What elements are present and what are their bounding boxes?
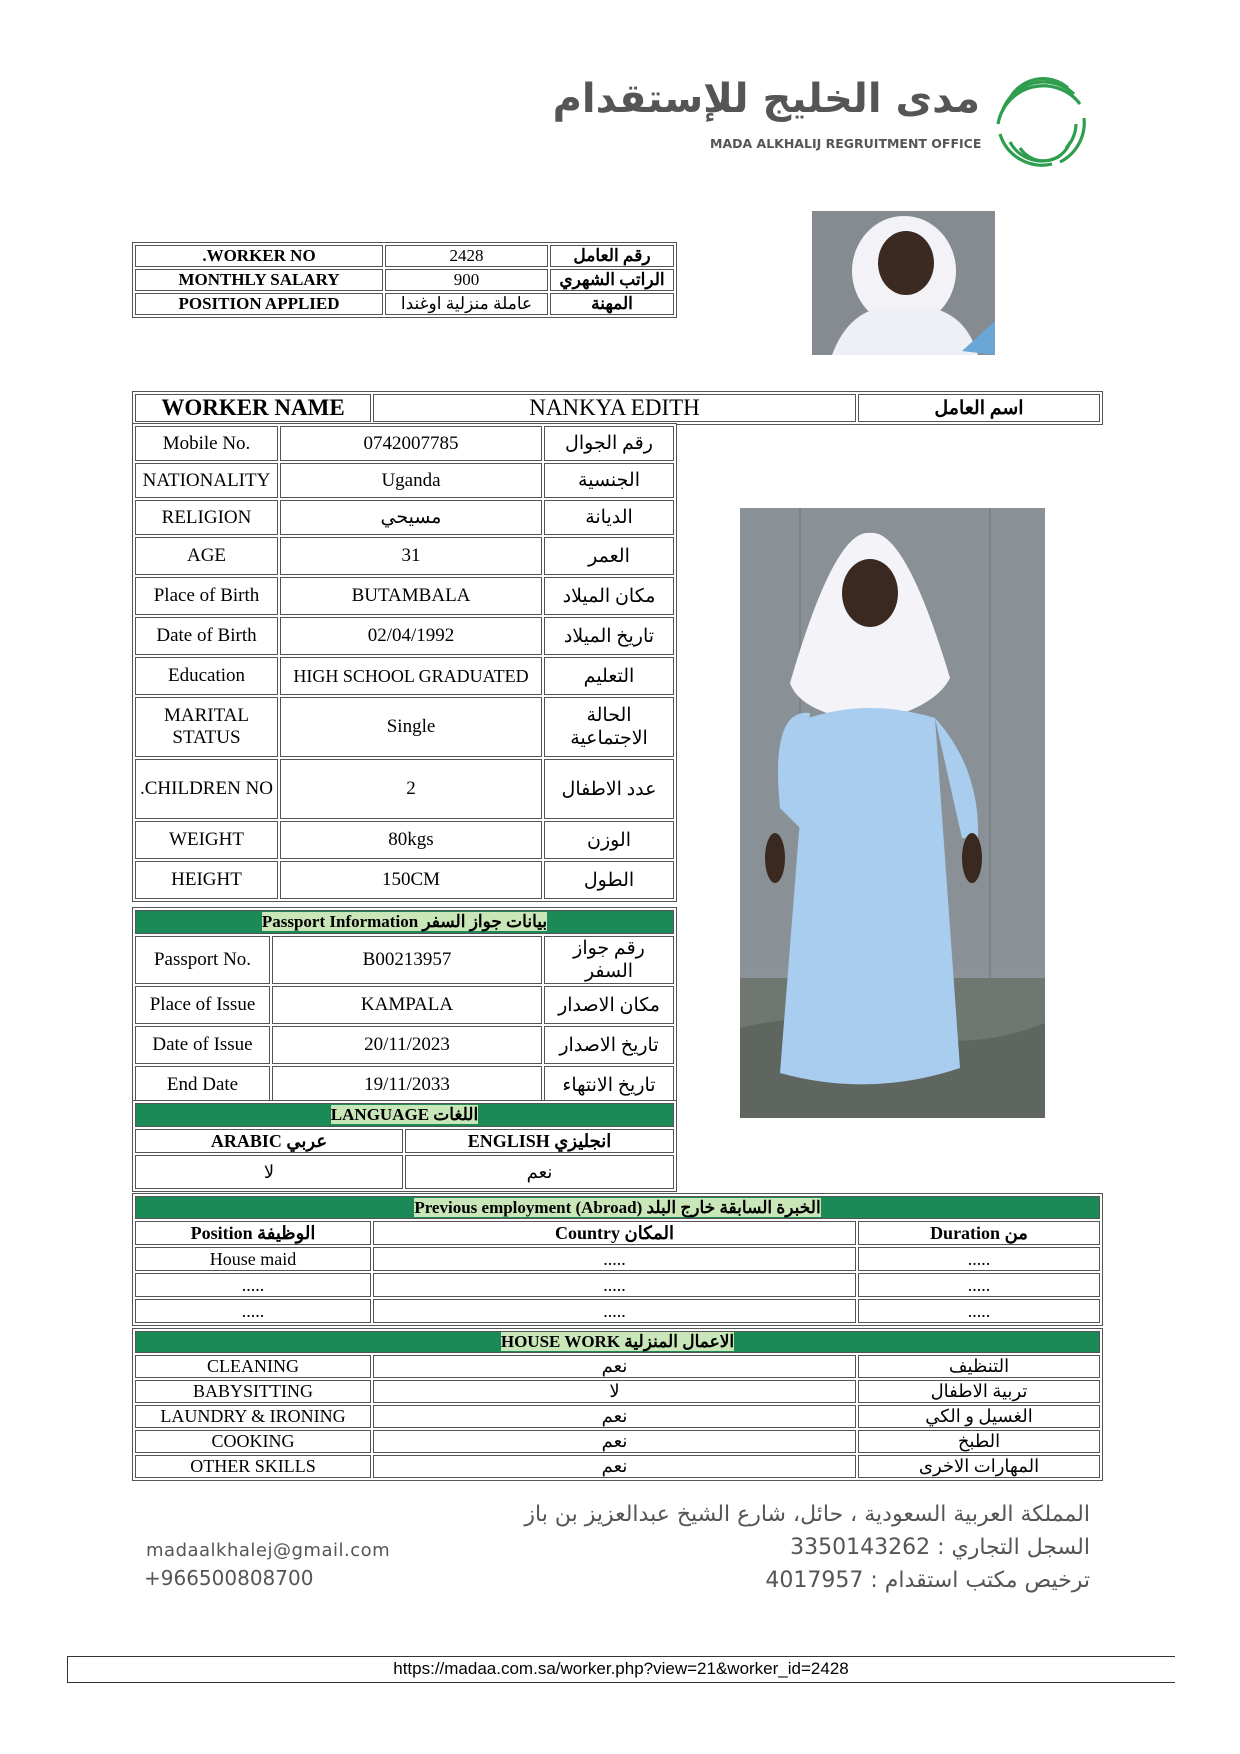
detail-label-ar: الحالة الاجتماعية xyxy=(544,697,674,757)
table-row xyxy=(135,759,674,819)
table-row xyxy=(135,1247,1100,1271)
table-row xyxy=(135,1066,674,1104)
employment-table xyxy=(132,1193,1103,1326)
table-row xyxy=(135,463,674,498)
detail-label: RELIGION xyxy=(135,500,278,535)
housework-label-ar: الغسيل و الكي xyxy=(858,1405,1100,1428)
footer-address: المملكة العربية السعودية ، حائل، شارع الشيخ عبدالعزيز بن باز xyxy=(524,1502,1090,1527)
housework-label: BABYSITTING xyxy=(135,1380,371,1403)
detail-label: AGE xyxy=(135,537,278,575)
table-row xyxy=(135,936,674,984)
table-row xyxy=(135,537,674,575)
passport-label: End Date xyxy=(135,1066,270,1104)
table-row xyxy=(135,1355,1100,1378)
detail-label: HEIGHT xyxy=(135,861,278,899)
footer-phone: +966500808700 xyxy=(144,1566,314,1590)
housework-value: نعم xyxy=(373,1355,856,1378)
housework-label-ar: الطبخ xyxy=(858,1430,1100,1453)
employment-cell: ..... xyxy=(858,1247,1100,1271)
table-row xyxy=(135,1430,1100,1453)
table-row xyxy=(135,1273,1100,1297)
passport-label: Passport No. xyxy=(135,936,270,984)
housework-label-ar: المهارات الاخرى xyxy=(858,1455,1100,1478)
detail-value: Uganda xyxy=(280,463,542,498)
summary-label: MONTHLY SALARY xyxy=(135,269,383,291)
detail-label: Date of Birth xyxy=(135,617,278,655)
detail-value: HIGH SCHOOL GRADUATED xyxy=(280,657,542,695)
language-heading: LANGUAGE اللغات xyxy=(330,1105,479,1124)
worker-headshot-photo xyxy=(812,211,995,355)
employment-cell: ..... xyxy=(373,1247,856,1271)
worker-name-value: NANKYA EDITH xyxy=(373,394,856,422)
housework-value: نعم xyxy=(373,1405,856,1428)
table-row xyxy=(135,500,674,535)
table-row xyxy=(135,821,674,859)
table-row xyxy=(135,1299,1100,1323)
detail-label-ar: الوزن xyxy=(544,821,674,859)
housework-label: LAUNDRY & IRONING xyxy=(135,1405,371,1428)
detail-label-ar: مكان الميلاد xyxy=(544,577,674,615)
passport-label-ar: مكان الاصدار xyxy=(544,986,674,1024)
employment-cell: ..... xyxy=(135,1299,371,1323)
worker-name-label: WORKER NAME xyxy=(135,394,371,422)
summary-label-ar: رقم العامل xyxy=(550,245,674,267)
housework-value: نعم xyxy=(373,1430,856,1453)
employment-cell: ..... xyxy=(858,1299,1100,1323)
detail-value: مسيحي xyxy=(280,500,542,535)
detail-value: Single xyxy=(280,697,542,757)
employment-cell: ..... xyxy=(858,1273,1100,1297)
language-table xyxy=(132,1100,677,1192)
housework-label: CLEANING xyxy=(135,1355,371,1378)
summary-value: 2428 xyxy=(385,245,548,267)
passport-label-ar: تاريخ الاصدار xyxy=(544,1026,674,1064)
housework-value: نعم xyxy=(373,1455,856,1478)
detail-label: Education xyxy=(135,657,278,695)
worker-name-label-ar: اسم العامل xyxy=(858,394,1100,422)
summary-row xyxy=(135,269,674,291)
table-row xyxy=(135,986,674,1024)
passport-table xyxy=(132,907,677,1107)
company-logo xyxy=(552,68,1100,178)
detail-label-ar: الديانة xyxy=(544,500,674,535)
summary-table xyxy=(132,242,677,318)
housework-label: COOKING xyxy=(135,1430,371,1453)
passport-heading: Passport Information بيانات جواز السفر xyxy=(261,912,548,931)
passport-value: B00213957 xyxy=(272,936,542,984)
detail-value: 2 xyxy=(280,759,542,819)
language-value-english: نعم xyxy=(405,1155,674,1189)
table-row xyxy=(135,657,674,695)
logo-english-text: MADA ALKHALIJ REGRUITMENT OFFICE xyxy=(710,136,982,151)
summary-label-ar: الراتب الشهري xyxy=(550,269,674,291)
passport-value: 20/11/2023 xyxy=(272,1026,542,1064)
summary-label: .WORKER NO xyxy=(135,245,383,267)
detail-label: MARITAL STATUS xyxy=(135,697,278,757)
detail-label-ar: الطول xyxy=(544,861,674,899)
housework-label: OTHER SKILLS xyxy=(135,1455,371,1478)
employment-cell: ..... xyxy=(373,1299,856,1323)
passport-label: Date of Issue xyxy=(135,1026,270,1064)
detail-label-ar: تاريخ الميلاد xyxy=(544,617,674,655)
table-row xyxy=(135,861,674,899)
detail-label: WEIGHT xyxy=(135,821,278,859)
logo-arabic-text: مدى الخليج للإستقدام xyxy=(552,76,980,122)
detail-value: 150CM xyxy=(280,861,542,899)
housework-label-ar: تربية الاطفال xyxy=(858,1380,1100,1403)
detail-label-ar: العمر xyxy=(544,537,674,575)
detail-value: 31 xyxy=(280,537,542,575)
table-row xyxy=(135,1405,1100,1428)
employment-col-position: Position الوظيفة xyxy=(135,1221,371,1245)
detail-label: .CHILDREN NO xyxy=(135,759,278,819)
detail-label-ar: الجنسية xyxy=(544,463,674,498)
table-row xyxy=(135,1455,1100,1478)
detail-label-ar: رقم الجوال xyxy=(544,426,674,461)
employment-heading: Previous employment (Abroad) الخبرة السابقة خارج البلد xyxy=(414,1197,821,1217)
detail-value: 0742007785 xyxy=(280,426,542,461)
housework-heading: HOUSE WORK الاعمال المنزلية xyxy=(500,1332,735,1351)
footer-commercial-register: السجل التجاري : 3350143262 xyxy=(790,1535,1090,1560)
employment-col-country: Country المكان xyxy=(373,1221,856,1245)
passport-label-ar: تاريخ الانتهاء xyxy=(544,1066,674,1104)
detail-label: Mobile No. xyxy=(135,426,278,461)
detail-value: 02/04/1992 xyxy=(280,617,542,655)
footer-email[interactable]: madaalkhalej@gmail.com xyxy=(146,1540,391,1561)
detail-value: BUTAMBALA xyxy=(280,577,542,615)
passport-value: KAMPALA xyxy=(272,986,542,1024)
worker-full-photo xyxy=(740,508,1045,1118)
footer-recruitment-license: ترخيص مكتب استقدام : 4017957 xyxy=(765,1568,1090,1593)
details-table xyxy=(132,423,677,902)
employment-col-duration: Duration من xyxy=(858,1221,1100,1245)
table-row xyxy=(135,617,674,655)
employment-cell: ..... xyxy=(373,1273,856,1297)
table-row xyxy=(135,577,674,615)
detail-label: Place of Birth xyxy=(135,577,278,615)
employment-cell: House maid xyxy=(135,1247,371,1271)
page-url[interactable]: https://madaa.com.sa/worker.php?view=21&worker_id=2428 xyxy=(393,1659,849,1678)
employment-cell: ..... xyxy=(135,1273,371,1297)
detail-label: NATIONALITY xyxy=(135,463,278,498)
worker-name-table xyxy=(132,391,1103,425)
table-row xyxy=(135,1026,674,1064)
detail-label-ar: التعليم xyxy=(544,657,674,695)
logo-emblem-icon xyxy=(990,72,1090,172)
housework-table xyxy=(132,1328,1103,1481)
summary-label-ar: المهنة xyxy=(550,293,674,315)
summary-label: POSITION APPLIED xyxy=(135,293,383,315)
table-row xyxy=(135,697,674,757)
language-col-arabic: ARABIC عربي xyxy=(135,1129,403,1153)
passport-value: 19/11/2033 xyxy=(272,1066,542,1104)
summary-row xyxy=(135,245,674,267)
housework-label-ar: التنظيف xyxy=(858,1355,1100,1378)
summary-row xyxy=(135,293,674,315)
detail-label-ar: عدد الاطفال xyxy=(544,759,674,819)
table-row xyxy=(135,426,674,461)
language-col-english: ENGLISH انجليزي xyxy=(405,1129,674,1153)
language-value-arabic: لا xyxy=(135,1155,403,1189)
summary-value: 900 xyxy=(385,269,548,291)
summary-value: عاملة منزلية اوغندا xyxy=(385,293,548,315)
detail-value: 80kgs xyxy=(280,821,542,859)
passport-label-ar: رقم جواز السفر xyxy=(544,936,674,984)
table-row xyxy=(135,1380,1100,1403)
housework-value: لا xyxy=(373,1380,856,1403)
passport-label: Place of Issue xyxy=(135,986,270,1024)
